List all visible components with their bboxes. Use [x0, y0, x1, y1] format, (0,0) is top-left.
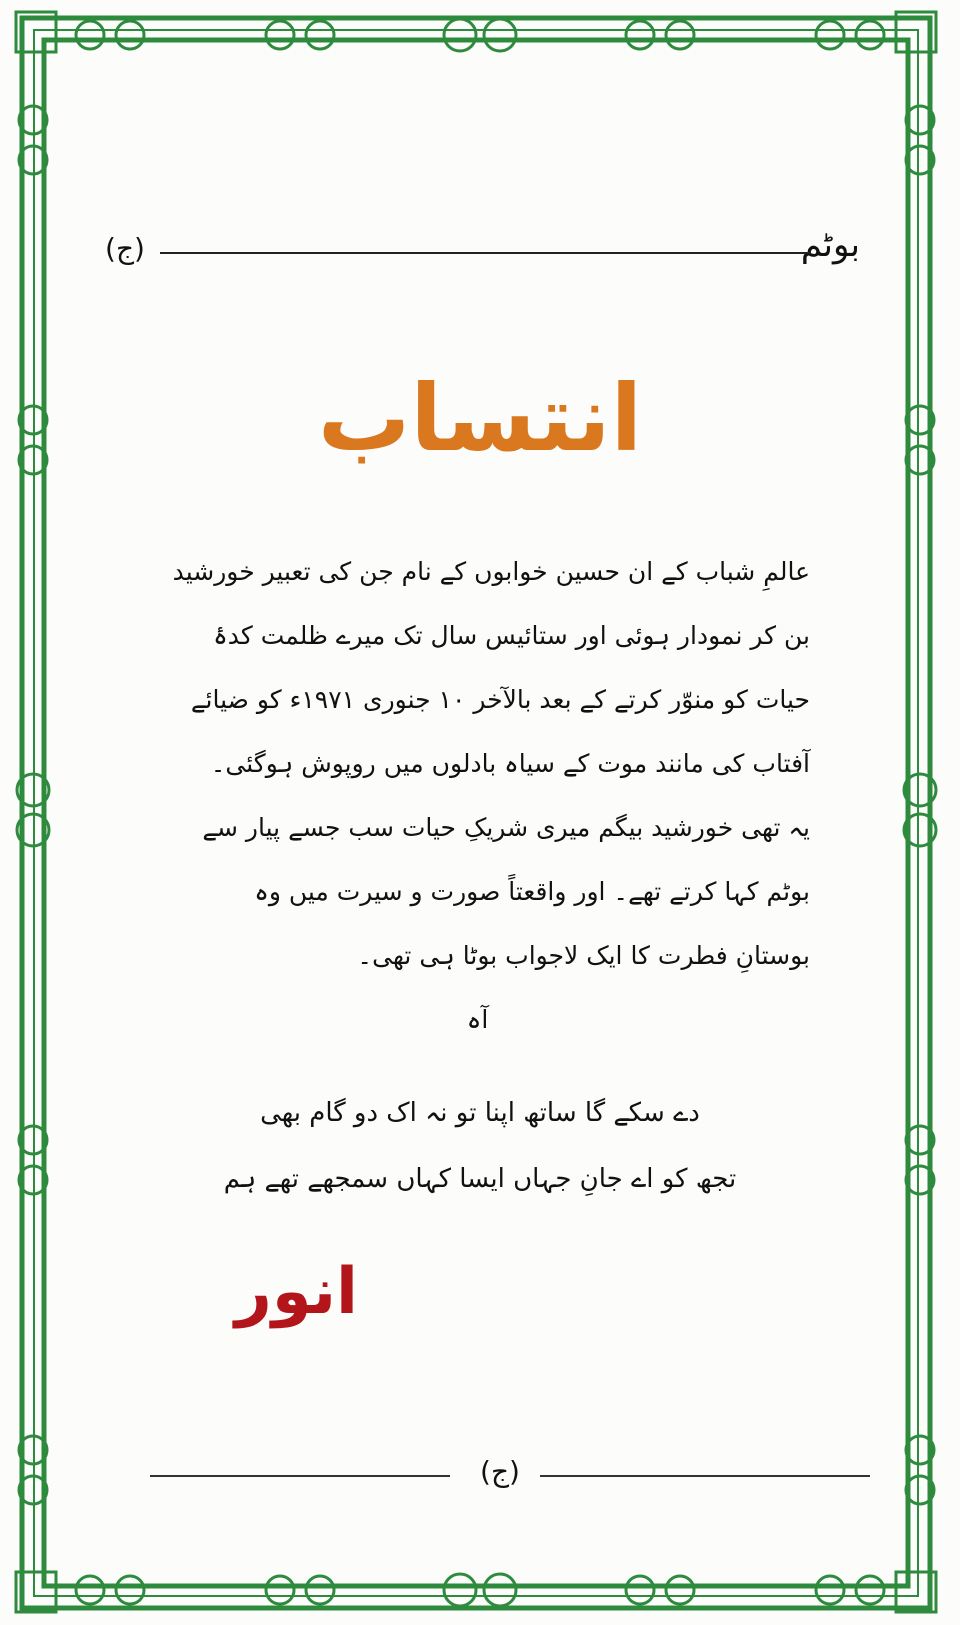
verse-line: تجھ کو اے جانِ جہاں ایسا کہاں سمجھے تھے ہم [223, 1164, 737, 1194]
dedication-line: حیات کو منوّر کرتے کے بعد بالآخر ۱۰ جنوری ۱۹۷۱ء کو ضیائے [190, 685, 810, 714]
page-title: انتساب [317, 365, 643, 472]
exclamation: آہ [466, 1005, 489, 1034]
dedication-text [145, 540, 810, 1052]
author-signature: انور [235, 1255, 358, 1329]
verse-line: دے سکے گا ساتھ اپنا تو نہ اک دو گام بھی [260, 1098, 700, 1128]
dedication-line: بوستانِ فطرت کا ایک لاجواب بوٹا ہی تھی۔ [357, 941, 810, 970]
verse-couplet [0, 1080, 960, 1212]
header-rule [160, 252, 810, 254]
running-header-title: بوٹم [800, 225, 860, 265]
dedication-line: عالمِ شباب کے ان حسین خوابوں کے نام جن کی تعبیر خورشید [172, 557, 810, 586]
dedication-line: بوٹم کہا کرتے تھے۔ اور واقعتاً صورت و سیرت میں وہ [254, 877, 810, 906]
footer-page-number: (ج) [480, 1455, 520, 1488]
dedication-line: بن کر نمودار ہوئی اور ستائیس سال تک میرے ظلمت کدۂ [213, 621, 810, 650]
footer-rule-left [150, 1475, 450, 1477]
footer-rule-right [540, 1475, 870, 1477]
header-page-number: (ج) [105, 232, 145, 265]
dedication-line: آفتاب کی مانند موت کے سیاہ بادلوں میں روپوش ہوگئی۔ [210, 749, 810, 778]
dedication-line: یہ تھی خورشید بیگم میری شریکِ حیات سب جسے پیار سے [202, 813, 810, 842]
